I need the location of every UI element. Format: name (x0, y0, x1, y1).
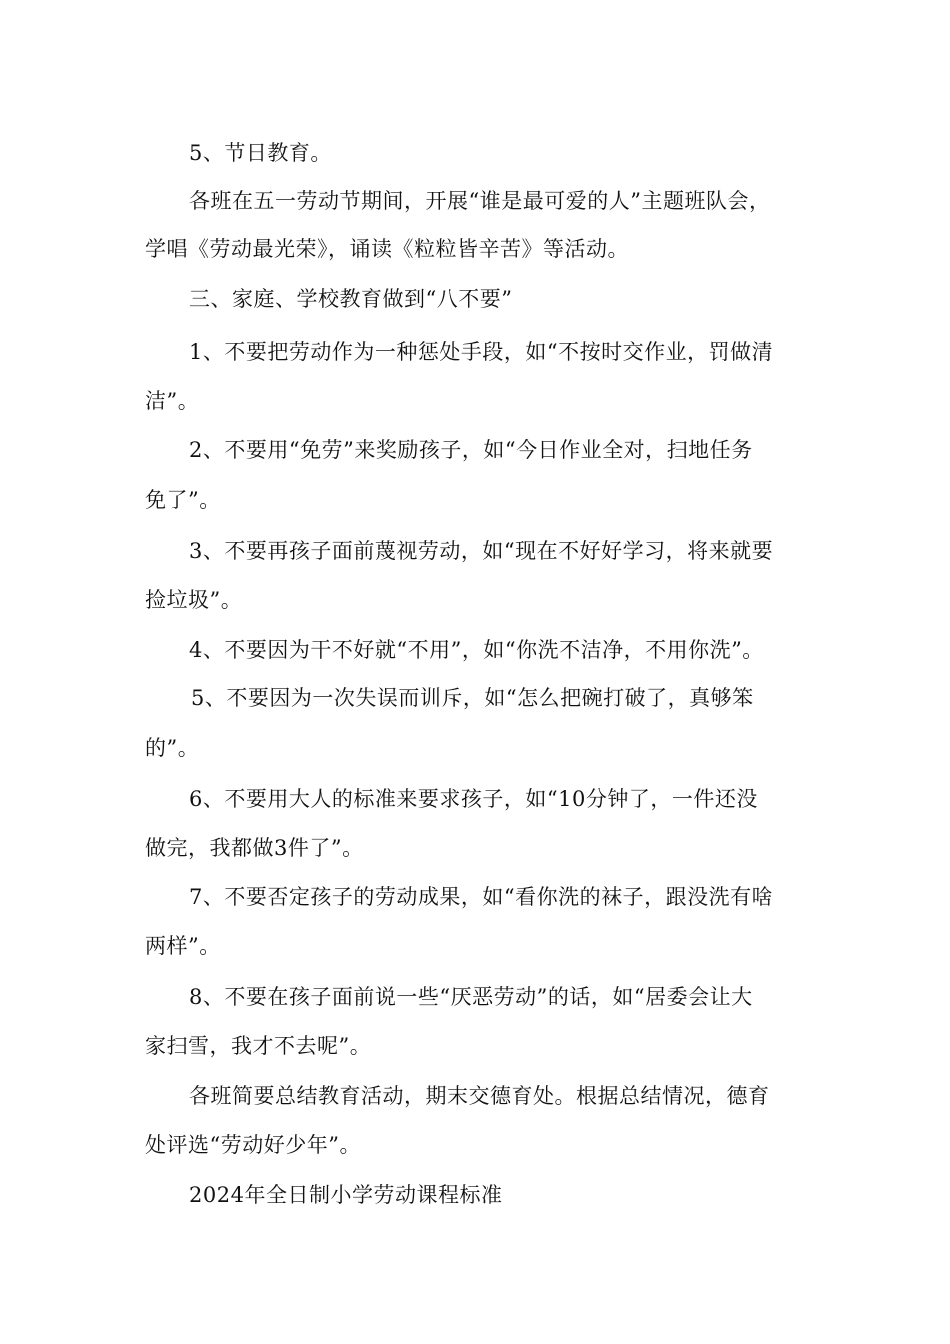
paragraph-line: 的”。 (145, 736, 200, 760)
paragraph-line: 家扫雪，我才不去呢”。 (145, 1034, 372, 1058)
paragraph-line: 处评选“劳动好少年”。 (145, 1133, 361, 1157)
paragraph-line: 1、不要把劳动作为一种惩处手段，如“不按时交作业，罚做清 (189, 340, 774, 364)
paragraph-line: 免了”。 (145, 488, 221, 512)
paragraph-line: 6、不要用大人的标准来要求孩子，如“10分钟了，一件还没 (189, 787, 758, 811)
paragraph-line: 各班简要总结教育活动，期末交德育处。根据总结情况，德育 (189, 1084, 770, 1108)
paragraph-line: 捡垃圾”。 (145, 588, 243, 612)
paragraph-line: 各班在五一劳动节期间，开展“谁是最可爱的人”主题班队会， (189, 189, 771, 213)
paragraph-line: 两样”。 (145, 934, 221, 958)
paragraph-line: 7、不要否定孩子的劳动成果，如“看你洗的袜子，跟没洗有啥 (189, 885, 774, 909)
paragraph-line: 洁”。 (145, 389, 200, 413)
paragraph-line: 学唱《劳动最光荣》，诵读《粒粒皆辛苦》等活动。 (145, 237, 629, 261)
paragraph-line: 做完，我都做3件了”。 (145, 836, 364, 860)
section-heading: 三、家庭、学校教育做到“八不要” (189, 287, 513, 311)
paragraph-line: 2、不要用“免劳”来奖励孩子，如“今日作业全对，扫地任务 (189, 438, 753, 462)
paragraph-line: 5、不要因为一次失误而训斥，如“怎么把碗打破了，真够笨 (191, 686, 754, 710)
document-title-line: 2024年全日制小学劳动课程标准 (189, 1183, 503, 1207)
paragraph-line: 5、节日教育。 (189, 141, 332, 165)
paragraph-line: 4、不要因为干不好就“不用”，如“你洗不洁净，不用你洗”。 (189, 638, 764, 662)
paragraph-line: 3、不要再孩子面前蔑视劳动，如“现在不好好学习，将来就要 (189, 539, 774, 563)
paragraph-line: 8、不要在孩子面前说一些“厌恶劳动”的话，如“居委会让大 (189, 985, 753, 1009)
